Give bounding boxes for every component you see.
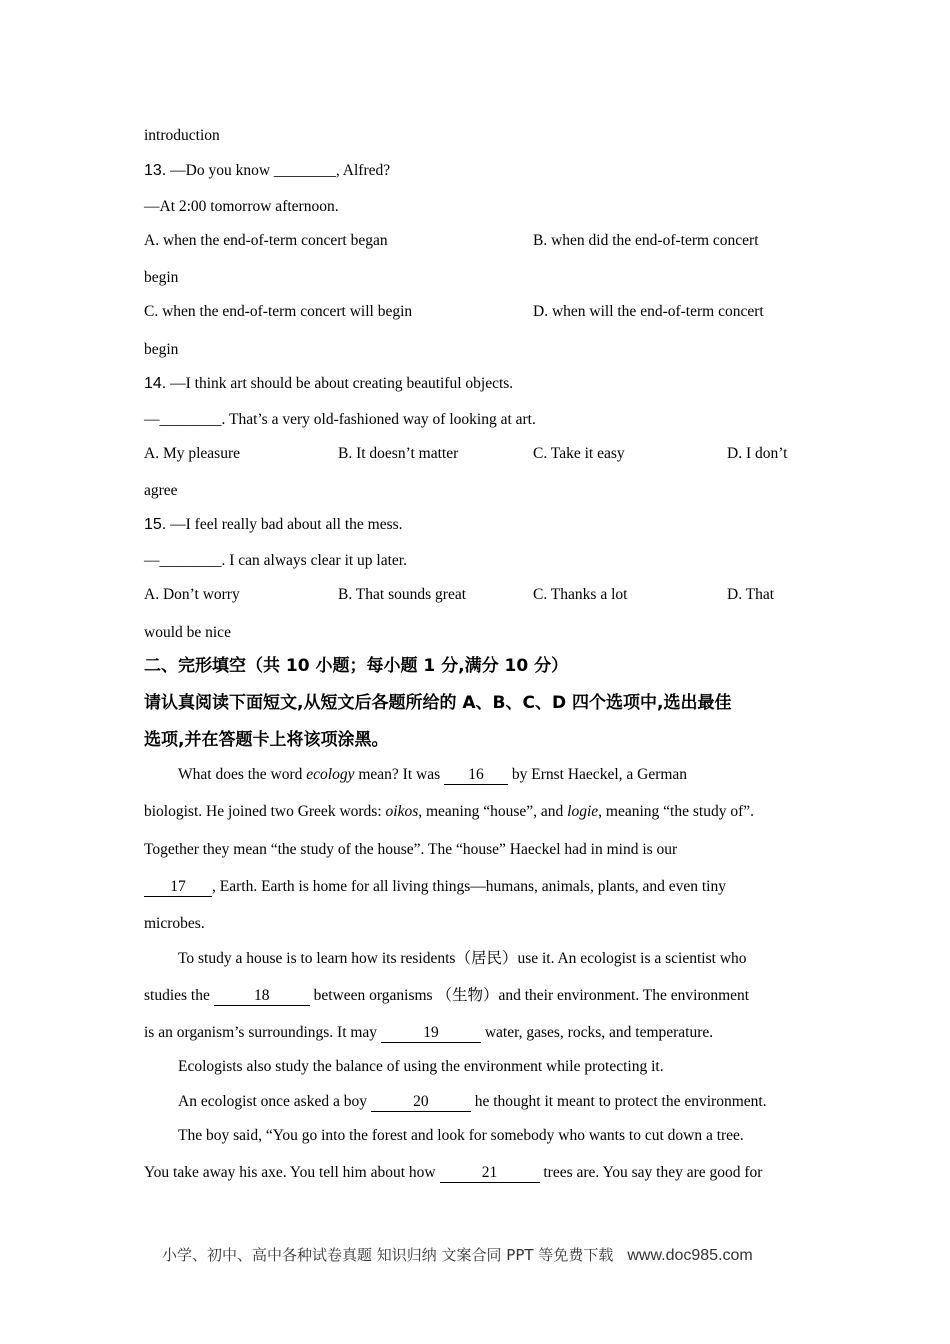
blank-19: 19 [381,1024,481,1043]
option-a: A. My pleasure [144,445,240,462]
passage-line: biologist. He joined two Greek words: oikos, meaning “house”, and logie, meaning “the study of”. [144,803,754,820]
question-number: 14. [144,375,167,392]
option-c: C. when the end-of-term concert will begin [144,303,413,320]
page-footer [162,1244,753,1265]
option-d: D. That [727,586,775,603]
option-d: D. I don’t [727,445,788,462]
question-15-reply: —________. I can always clear it up later. [144,552,407,569]
option-a: A. Don’t worry [144,586,240,603]
option-d-wrap: agree [144,482,178,499]
question-number: 13. [144,162,167,179]
blank-16: 16 [444,766,508,785]
footer-url[interactable]: www.doc985.com [627,1247,753,1264]
passage-line: You take away his axe. You tell him about how 21 trees are. You say they are good for [144,1164,763,1181]
option-b-wrap: begin [144,269,179,286]
passage-line: The boy said, “You go into the forest and look for somebody who wants to cut down a tree. [178,1127,744,1144]
question-13-reply: —At 2:00 tomorrow afternoon. [144,198,339,215]
blank-17: 17 [144,878,212,897]
question-14-stem: 14. —I think art should be about creating beautiful objects. [144,375,514,392]
section-title: 二、完形填空（共 10 小题；每小题 1 分,满分 10 分） [144,656,569,676]
passage-line: What does the word ecology mean? It was 16 by Ernst Haeckel, a German [178,766,688,783]
blank-20: 20 [371,1093,471,1112]
option-b: B. when did the end-of-term concert [533,232,759,249]
intro-tail: introduction [144,127,220,144]
question-14-reply: —________. That’s a very old-fashioned way of looking at art. [144,411,536,428]
section-instructions-2: 选项,并在答题卡上将该项涂黑。 [144,730,389,750]
passage-line: microbes. [144,915,205,932]
question-number: 15. [144,516,167,533]
passage-line: An ecologist once asked a boy 20 he thought it meant to protect the environment. [178,1093,767,1110]
blank-21: 21 [440,1164,540,1183]
passage-line: To study a house is to learn how its residents（居民）use it. An ecologist is a scientist who [178,950,747,967]
passage-line: 17 , Earth. Earth is home for all living things—humans, animals, plants, and even tiny [144,877,726,897]
passage-line: studies the 18 between organisms （生物）and their environment. The environment [144,987,750,1004]
passage-line: Together they mean “the study of the house”. The “house” Haeckel had in mind is our [144,841,678,858]
option-b: B. That sounds great [338,586,467,603]
option-d-wrap: would be nice [144,624,231,641]
footer-text: 小学、初中、高中各种试卷真题 知识归纳 文案合同 PPT 等免费下载 [162,1246,614,1264]
option-c: C. Thanks a lot [533,586,628,603]
blank-18: 18 [214,987,310,1006]
option-d: D. when will the end-of-term concert [533,303,764,320]
section-instructions-1: 请认真阅读下面短文,从短文后各题所给的 A、B、C、D 四个选项中,选出最佳 [144,693,732,713]
question-13-stem: 13. —Do you know ________, Alfred? [144,162,391,179]
question-15-stem: 15. —I feel really bad about all the mess. [144,516,403,533]
passage-line: Ecologists also study the balance of using the environment while protecting it. [178,1058,664,1075]
option-c: C. Take it easy [533,445,625,462]
option-b: B. It doesn’t matter [338,445,459,462]
option-a: A. when the end-of-term concert began [144,232,388,249]
option-d-wrap: begin [144,341,179,358]
passage-line: is an organism’s surroundings. It may 19 water, gases, rocks, and temperature. [144,1024,714,1041]
